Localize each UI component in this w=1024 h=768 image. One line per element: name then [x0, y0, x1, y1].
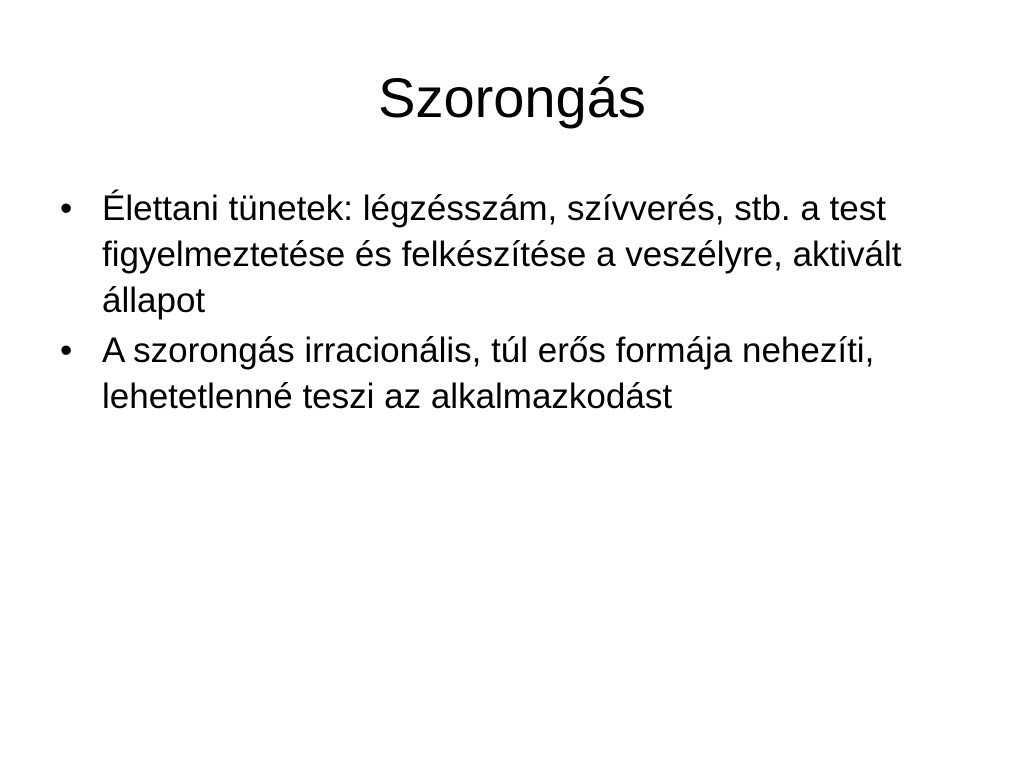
- bullet-item-1: [60, 186, 960, 324]
- bullet-text: Élettani tünetek: légzésszám, szívverés, stb. a test figyelmeztetése és felkészítése a veszélyre, aktivált állapot: [102, 189, 902, 320]
- slide-title: Szorongás: [378, 66, 646, 129]
- bullet-text: A szorongás irracionális, túl erős formája nehezíti, lehetetlenné teszi az alkalmazkodást: [102, 331, 875, 416]
- bullet-list: [60, 186, 960, 424]
- bullet-item-2: [60, 328, 960, 420]
- bullet-icon: •: [60, 331, 73, 370]
- bullet-icon: •: [60, 189, 73, 228]
